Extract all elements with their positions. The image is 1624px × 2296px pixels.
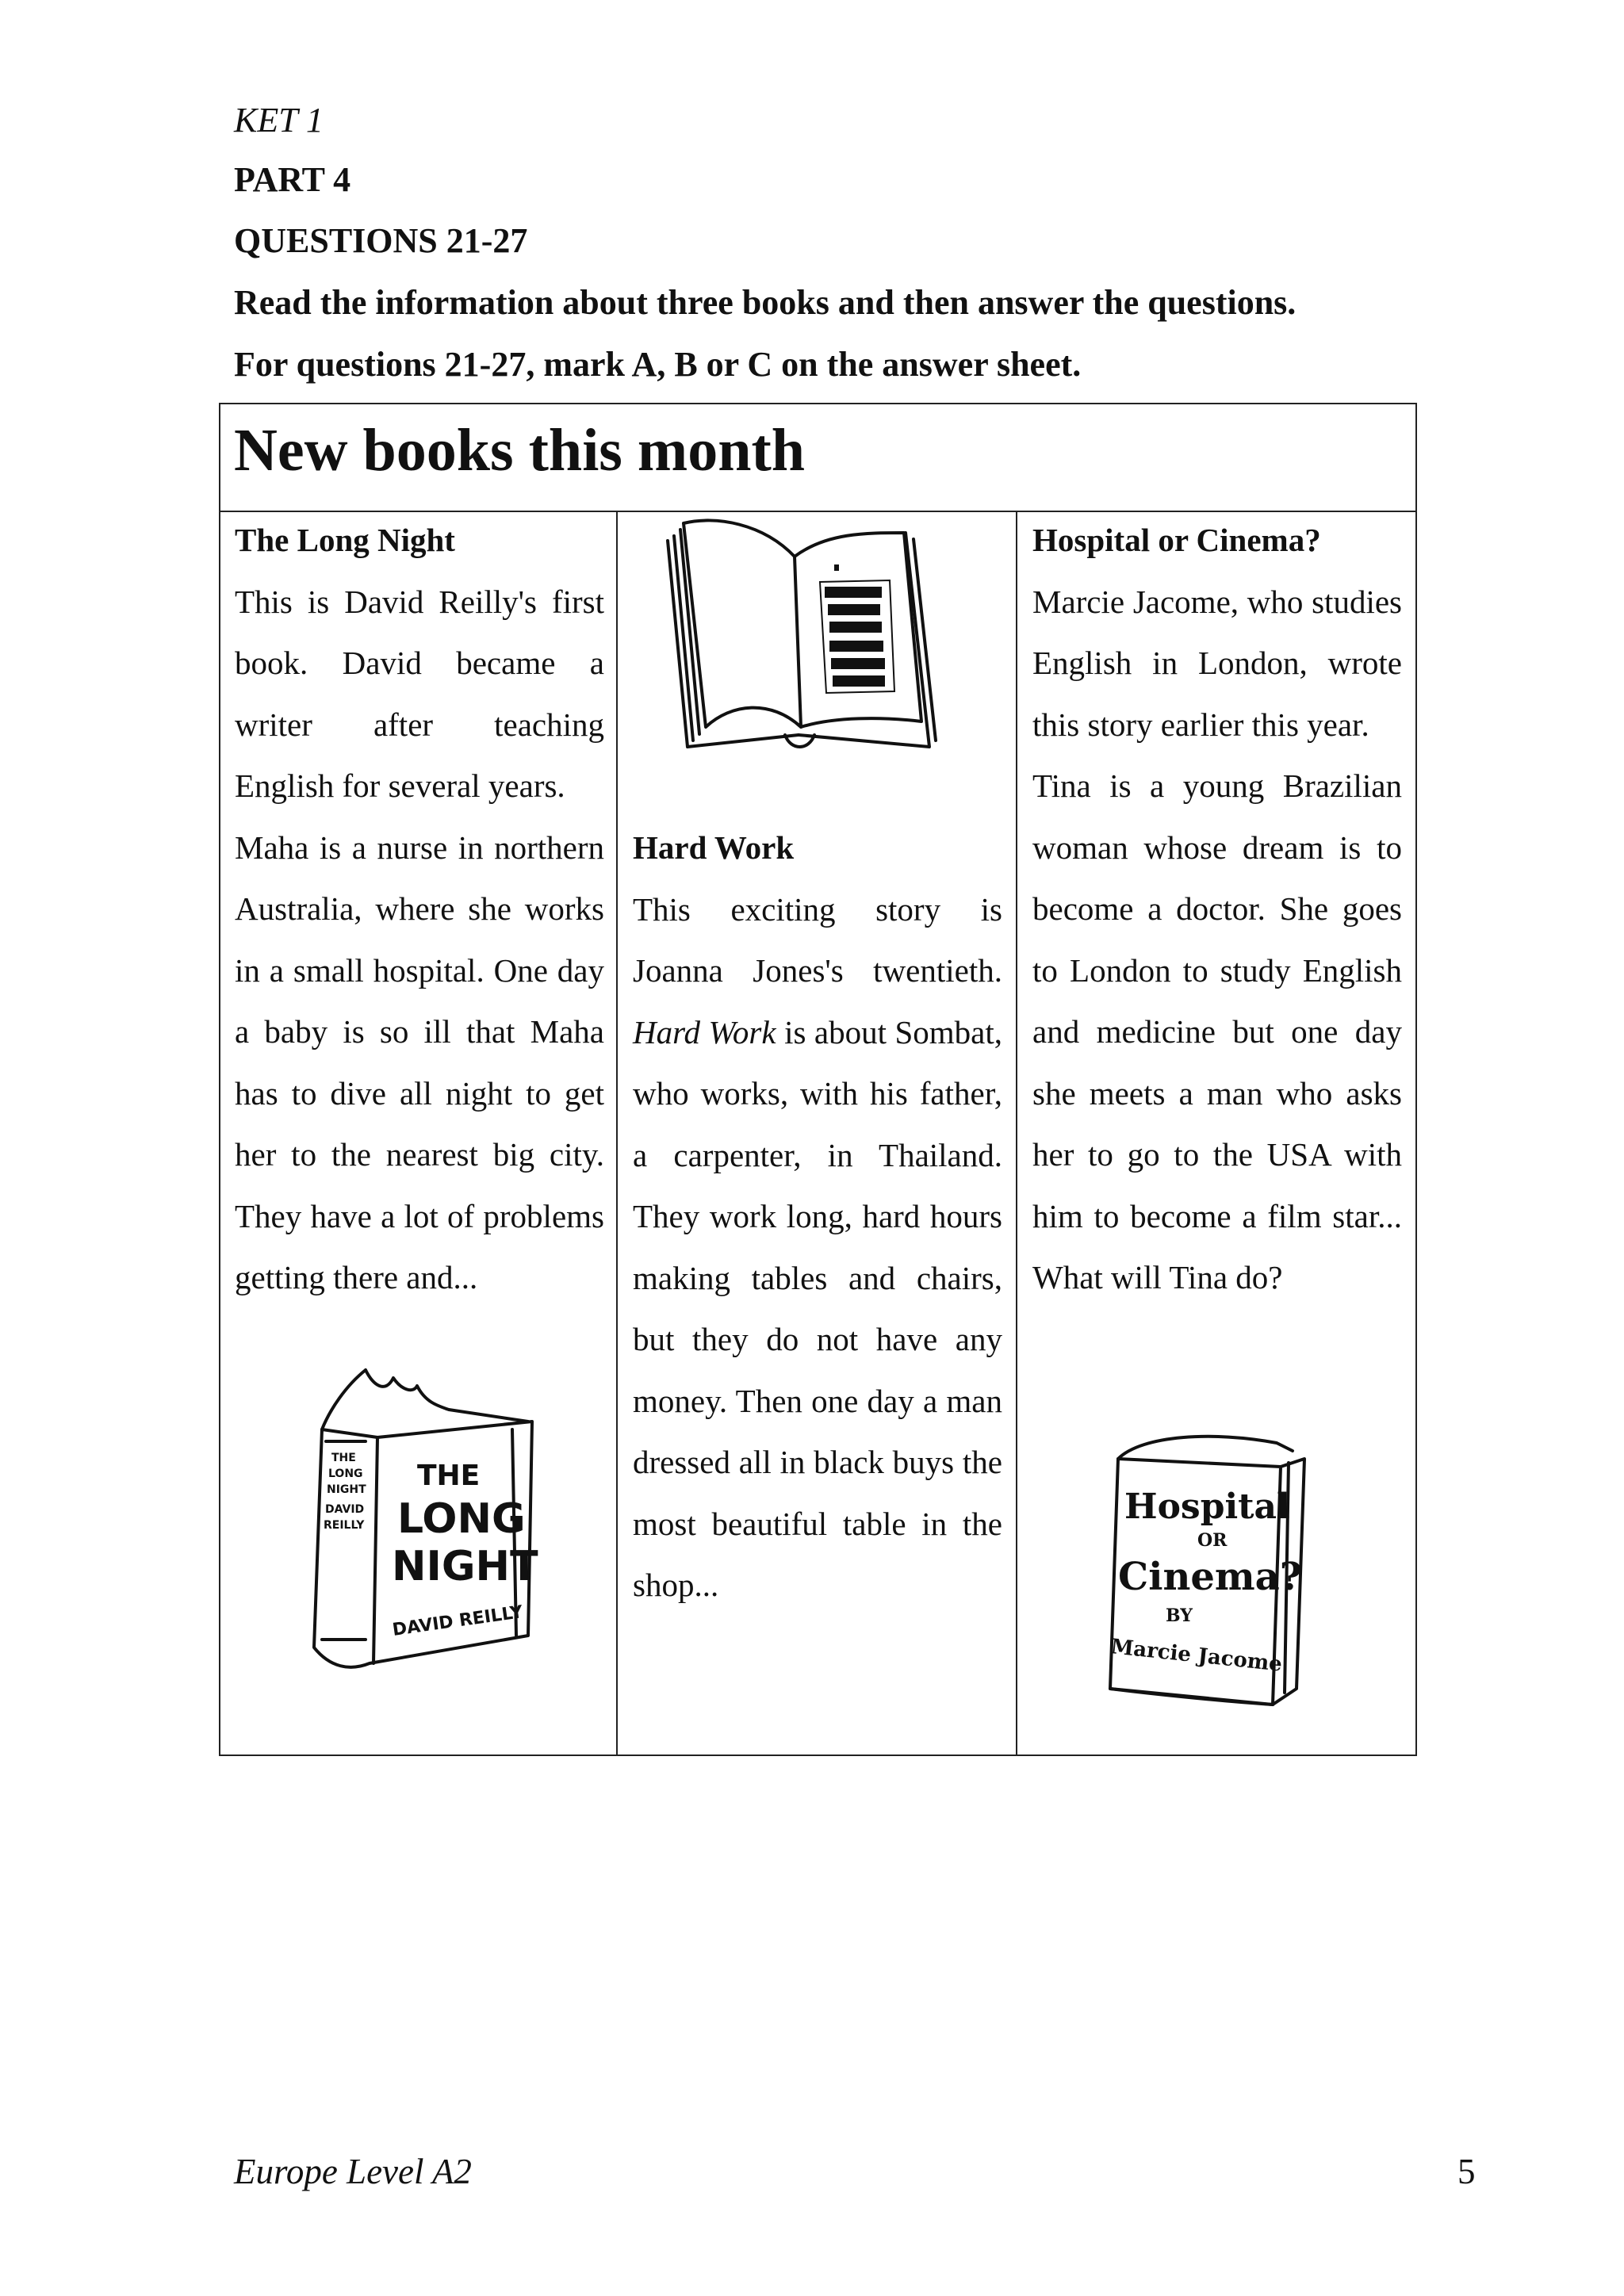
book-author-info: Marcie Jacome, who studies English in London, wrote this story earlier this year. (1032, 583, 1402, 743)
exam-label: KET 1 (234, 101, 324, 140)
open-book-illustration (652, 509, 942, 759)
spine-text: THE (331, 1452, 356, 1464)
footer-level: Europe Level A2 (234, 2152, 472, 2191)
spine-text: REILLY (324, 1519, 365, 1532)
column-divider (616, 511, 618, 1755)
long-night-book-illustration (298, 1362, 544, 1679)
cover-text: Hospital (1124, 1487, 1290, 1527)
cover-text: NIGHT (392, 1543, 538, 1590)
cover-text: THE (417, 1460, 481, 1492)
spine-text: NIGHT (327, 1483, 366, 1496)
book-column-long-night (235, 510, 604, 1309)
book-summary-text: is about Sombat, who works, with his father, a carpenter, in Thailand. They work long, hard hours making tables and chairs, but they do not have any money. Then one day a man dressed all in black buys the most beautiful table in the shop... (633, 1013, 1002, 1603)
table-title-row (220, 404, 1415, 512)
cover-text: Marcie Jacome (1109, 1635, 1284, 1677)
books-table (219, 403, 1417, 1756)
page-number: 5 (1457, 2152, 1476, 2191)
book-title-italic: Hard Work (633, 1013, 776, 1050)
cover-text: BY (1166, 1605, 1193, 1626)
column-divider (1016, 511, 1017, 1755)
book-title-hospital-cinema: Hospital or Cinema? (1032, 522, 1321, 558)
cover-text: Cinema? (1118, 1555, 1302, 1599)
spine-text: DAVID (325, 1503, 365, 1516)
cover-text: OR (1197, 1530, 1228, 1551)
book-summary: Maha is a nurse in northern Australia, where she works in a small hospital. One day a baby is so ill that Maha has to dive all night to get her to the nearest big city. They have a lot of problems getting there and... (235, 828, 604, 1295)
cover-text: LONG (397, 1495, 526, 1543)
table-title: New books this month (234, 417, 806, 484)
hospital-cinema-book-illustration (1094, 1427, 1324, 1728)
book-title-hard-work: Hard Work (633, 829, 795, 866)
book-author-info: This is David Reilly's first book. David became a writer after teaching English for several years. (235, 583, 604, 804)
questions-heading: QUESTIONS 21-27 (234, 221, 528, 260)
cover-text: DAVID REILLY (391, 1602, 524, 1640)
book-title-long-night: The Long Night (235, 522, 455, 558)
book-summary: Tina is a young Brazilian woman whose dream is to become a doctor. She goes to London to study English and medicine but one day she meets a man who asks her to go to the USA with him to become a film star... What will Tina do? (1032, 767, 1402, 1295)
book-author-info: This exciting story is Joanna Jones's twentieth. (633, 890, 1002, 989)
instruction-mark: For questions 21-27, mark A, B or C on the answer sheet. (234, 345, 1082, 384)
spine-text: LONG (328, 1468, 363, 1480)
book-column-hard-work (633, 817, 1002, 1617)
instruction-read: Read the information about three books and then answer the questions. (234, 283, 1297, 322)
book-summary (633, 879, 1002, 1617)
book-column-hospital-cinema (1032, 510, 1402, 1309)
part-heading: PART 4 (234, 160, 351, 199)
